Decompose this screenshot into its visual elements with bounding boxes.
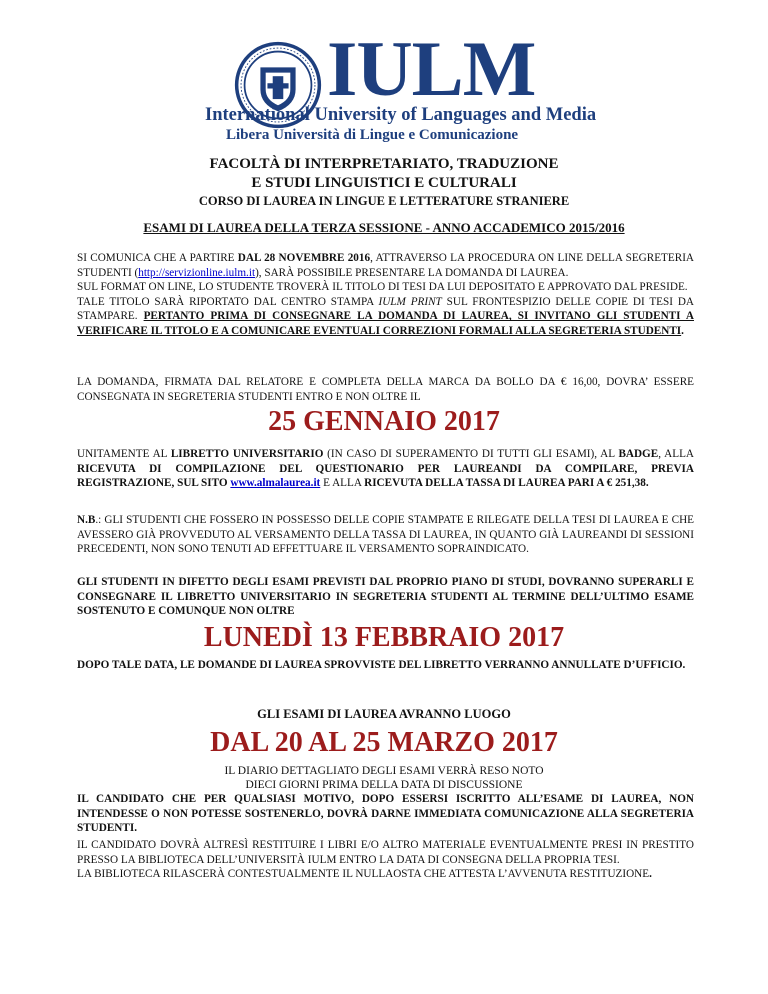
course-name: CORSO DI LAUREA IN LINGUE E LETTERATURE STRANIERE	[198, 194, 570, 208]
header	[0, 25, 768, 143]
paragraph-online-procedure: SI COMUNICA CHE A PARTIRE DAL 28 NOVEMBRE 2016, ATTRAVERSO LA PROCEDURA ON LINE DELLA SEGRETERIA STUDENTI (http://servizionline.iulm.it), SARÀ POSSIBILE PRESENTARE LA DOMANDA DI LAUREA. SUL FORMAT ON LINE, LO STUDENTE TROVERÀ IL TITOLO DI TESI DA LUI DEPOSITATO E APPROVATO DAL PRESIDE. TALE TITOLO SARÀ RIPORTATO DAL CENTRO STAMPA IULM PRINT SUL FRONTESPIZIO DELLE COPIE DI TESI DA STAMPARE. PERTANTO PRIMA DI CONSEGNARE LA DOMANDA DI LAUREA, SI INVITANO GLI STUDENTI A VERIFICARE IL TITOLO E A COMUNICARE EVENTUALI CORREZIONI FORMALI ALLA SEGRETERIA STUDENTI.	[77, 252, 694, 337]
paragraph-missing-exams: GLI STUDENTI IN DIFETTO DEGLI ESAMI PREVISTI DAL PROPRIO PIANO DI STUDI, DOVRANNO SUPERARLI E CONSEGNARE IL LIBRETTO UNIVERSITARIO IN SEGRETERIA STUDENTI AL TERMINE DELL’ULTIMO ESAME SOSTENUTO E COMUNQUE NON OLTRE	[77, 576, 694, 618]
page-title: ESAMI DI LAUREA DELLA TERZA SESSIONE - ANNO ACCADEMICO 2015/2016	[143, 220, 625, 235]
exams-location-heading: GLI ESAMI DI LAUREA AVRANNO LUOGO	[257, 707, 511, 721]
paragraph-nota-bene: N.B.: GLI STUDENTI CHE FOSSERO IN POSSESSO DELLE COPIE STAMPATE E RILEGATE DELLA TESI DI LAUREA E CHE AVESSERO GIÀ PROVVEDUTO AL VERSAMENTO DELLA TASSA DI LAUREA, IN QUANTO GIÀ LAUREANDI DI SESSIONI PRECEDENTI, NON SONO TENUTI AD EFFETTUARE IL VERSAMENTO SOPRAINDICATO.	[77, 514, 694, 556]
faculty-line-1: FACOLTÀ DI INTERPRETARIATO, TRADUZIONE	[209, 156, 559, 172]
deadline-date-1: 25 GENNAIO 2017	[268, 406, 500, 437]
paragraph-library: IL CANDIDATO DOVRÀ ALTRESÌ RESTITUIRE I LIBRI E/O ALTRO MATERIALE EVENTUALMENTE PRESI IN PRESTITO PRESSO LA BIBLIOTECA DELL’UNIVERSITÀ IULM ENTRO LA DATA DI CONSEGNA DELLA PROPRIA TESI. LA BIBLIOTECA RILASCERÀ CONTESTUALMENTE IL NULLAOSTA CHE ATTESTA L’AVVENUTA RESTITUZIONE.	[77, 839, 694, 881]
brand-subtitle-english: International University of Languages and Media	[205, 105, 597, 125]
faculty-line-2: E STUDI LINGUISTICI E CULTURALI	[251, 175, 517, 191]
paragraph-submission: LA DOMANDA, FIRMATA DAL RELATORE E COMPLETA DELLA MARCA DA BOLLO DA € 16,00, DOVRA’ ESSERE CONSEGNATA IN SEGRETERIA STUDENTI ENTRO E NON OLTRE IL	[77, 376, 694, 403]
paragraph-documents: UNITAMENTE AL LIBRETTO UNIVERSITARIO (IN CASO DI SUPERAMENTO DI TUTTI GLI ESAMI), AL BADGE, ALLA RICEVUTA DI COMPILAZIONE DEL QUESTIONARIO PER LAUREANDI DA COMPILARE, PREVIA REGISTRAZIONE, SUL SITO www.almalaurea.it E ALLA RICEVUTA DELLA TASSA DI LAUREA PARI A € 251,38.	[77, 448, 695, 490]
brand-subtitle-italian: Libera Università di Lingue e Comunicazione	[226, 127, 519, 143]
paragraph-withdrawal: IL CANDIDATO CHE PER QUALSIASI MOTIVO, DOPO ESSERSI ISCRITTO ALL’ESAME DI LAUREA, NON INTENDESSE O NON POTESSE SOSTENERLO, DOVRÀ DARNE IMMEDIATA COMUNICAZIONE ALLA SEGRETERIA STUDENTI.	[77, 793, 694, 835]
brand-wordmark: IULM	[327, 25, 536, 112]
almalaurea-link[interactable]: www.almalaurea.it	[230, 477, 321, 490]
exam-schedule-note: IL DIARIO DETTAGLIATO DEGLI ESAMI VERRÀ RESO NOTO DIECI GIORNI PRIMA DELLA DATA DI DISCUSSIONE	[224, 765, 544, 791]
deadline-date-2: LUNEDÌ 13 FEBBRAIO 2017	[203, 622, 565, 653]
servizionline-link[interactable]: http://servizionline.iulm.it	[138, 266, 256, 279]
paragraph-cancellation: DOPO TALE DATA, LE DOMANDE DI LAUREA SPROVVISTE DEL LIBRETTO VERRANNO ANNULLATE D’UFFICIO.	[77, 659, 686, 671]
exam-dates: DAL 20 AL 25 MARZO 2017	[210, 727, 558, 758]
